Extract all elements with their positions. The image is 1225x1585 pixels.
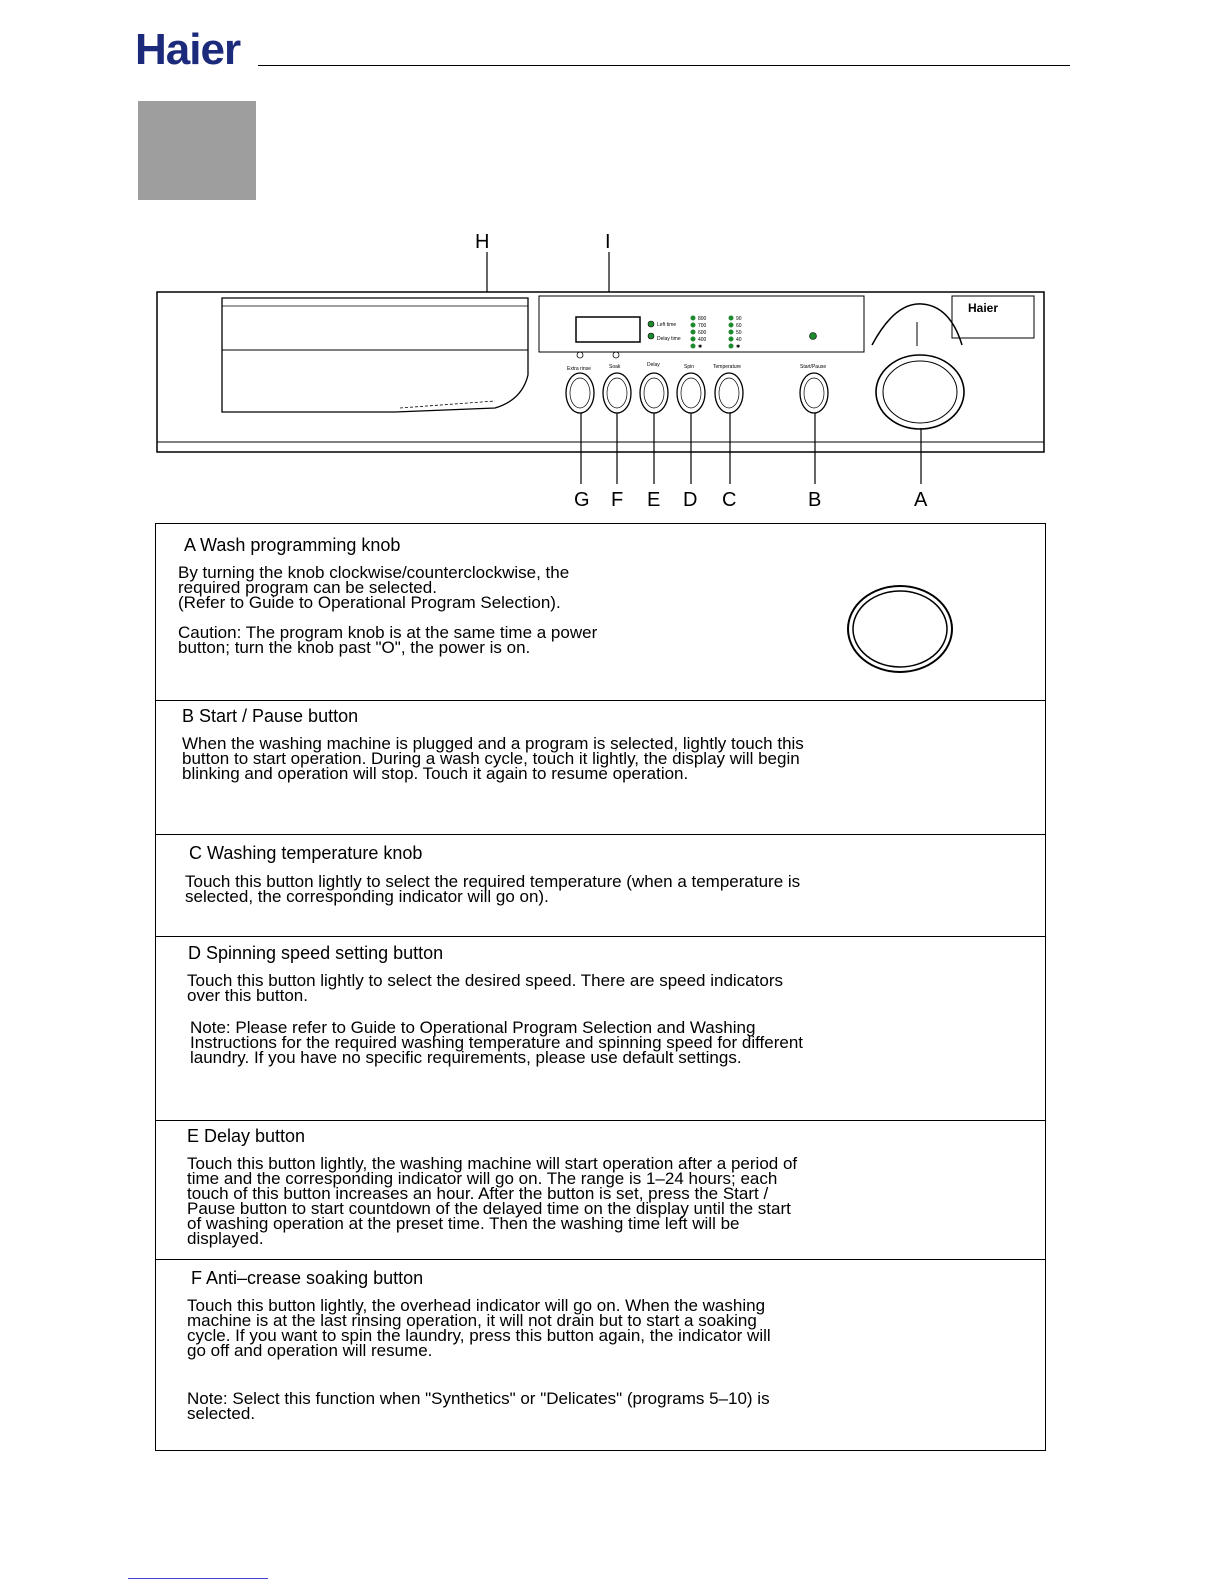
speed-label: 700 [698,323,707,329]
speed-led [691,344,696,349]
temperature-led [729,323,734,328]
spin-button[interactable] [677,373,705,413]
temperature-label: 40 [736,337,742,343]
temperature-led [729,316,734,321]
temperature-button[interactable] [715,373,743,413]
temperature-led [729,344,734,349]
footer-link-underline [128,1578,268,1579]
section-f-body: Touch this button lightly, the overhead indicator will go on. When the washing machine is at the last rinsing operation, it will not drain but to start a soaking cycle. If you want to spin the laundry, press this button again, the indicator will go off and operation will resume. [187,1296,771,1360]
section-b [155,700,1046,835]
callout-f: F [611,489,624,511]
section-c-title: C Washing temperature knob [189,843,423,863]
soak-button[interactable] [603,373,631,413]
section-marker-block [138,101,256,200]
callout-b: B [808,489,822,511]
panel-brand: Haier [968,301,999,315]
callout-i: I [605,231,611,253]
section-e [155,1120,1046,1260]
section-d-note: Note: Please refer to Guide to Operational Program Selection and Washing Instructions for the required washing temperature and spinning speed for different laundry. If you have no specific requirements, please use default settings. [190,1018,803,1067]
callout-e: E [647,489,661,511]
temperature-label: ✱ [736,344,741,350]
section-e-body: Touch this button lightly, the washing machine will start operation after a period of time and the corresponding indicator will go on. The range is 1–24 hours; each touch of this button increases an hour. After the button is set, press the Start / Pause button to start countdown of the delayed time on the display until the start of washing operation at the preset time. Then the washing time left will be displayed. [187,1154,798,1248]
section-f [155,1259,1046,1451]
program-knob-illustration [846,584,954,674]
speed-label: 800 [698,316,707,322]
section-f-title: F Anti–crease soaking button [191,1268,424,1288]
extra-rinse-label: Extra rinse [567,366,591,372]
section-d-title: D Spinning speed setting button [188,943,444,963]
section-a-title: A Wash programming knob [184,535,401,555]
section-b-body: When the washing machine is plugged and a program is selected, lightly touch this button to start operation. During a wash cycle, touch it lightly, the display will begin blinking and operation will stop. Touch it again to resume operation. [182,734,804,783]
section-d-body: Touch this button lightly to select the desired speed. There are speed indicators over this button. [187,971,783,1005]
section-b-title: B Start / Pause button [182,706,359,726]
start-pause-label: Start/Pause [800,364,827,370]
section-d [155,936,1046,1121]
section-f-note: Note: Select this function when "Synthetics" or "Delicates" (programs 5–10) is selected. [187,1389,770,1423]
speed-label: 600 [698,330,707,336]
callout-d: D [683,489,698,511]
header-rule [258,65,1070,66]
delay-button[interactable] [640,373,668,413]
section-c [155,834,1046,937]
speed-led [691,330,696,335]
speed-led [691,316,696,321]
extra-rinse-button[interactable] [566,373,594,413]
speed-label: ✱ [698,344,703,350]
section-a [155,523,1046,701]
speed-label: 400 [698,337,707,343]
section-e-title: E Delay button [187,1126,306,1146]
delay-time-label: Delay time [657,336,681,342]
callout-g: G [574,489,590,511]
left-time-label: Left time [657,322,677,328]
temperature-button-label: Temperature [713,364,742,370]
speed-led [691,337,696,342]
left-time-led [648,321,654,327]
section-a-caution: Caution: The program knob is at the same time a power button; turn the knob past "O", the power is on. [178,623,598,657]
power-led [810,333,817,340]
digital-display [576,317,640,342]
temperature-label: 60 [736,323,742,329]
section-c-body: Touch this button lightly to select the required temperature (when a temperature is selected, the corresponding indicator will go on). [185,872,801,906]
temperature-led [729,337,734,342]
temperature-label: 50 [736,330,742,336]
temperature-led [729,330,734,335]
program-knob[interactable] [876,355,964,429]
section-a-body: By turning the knob clockwise/counterclockwise, the required program can be selected. (Refer to Guide to Operational Program Selection). [178,563,570,612]
delay-time-led [648,333,654,339]
soak-label: Soak [609,364,621,370]
start-pause-button[interactable] [800,373,828,413]
temperature-label: 90 [736,316,742,322]
control-panel-diagram [150,230,1050,515]
delay-label: Delay [647,362,660,368]
callout-h: H [475,231,490,253]
callout-a: A [914,489,928,511]
spin-label: Spin [684,364,695,370]
speed-led [691,323,696,328]
brand-logo: Haier [135,25,241,74]
callout-c: C [722,489,737,511]
